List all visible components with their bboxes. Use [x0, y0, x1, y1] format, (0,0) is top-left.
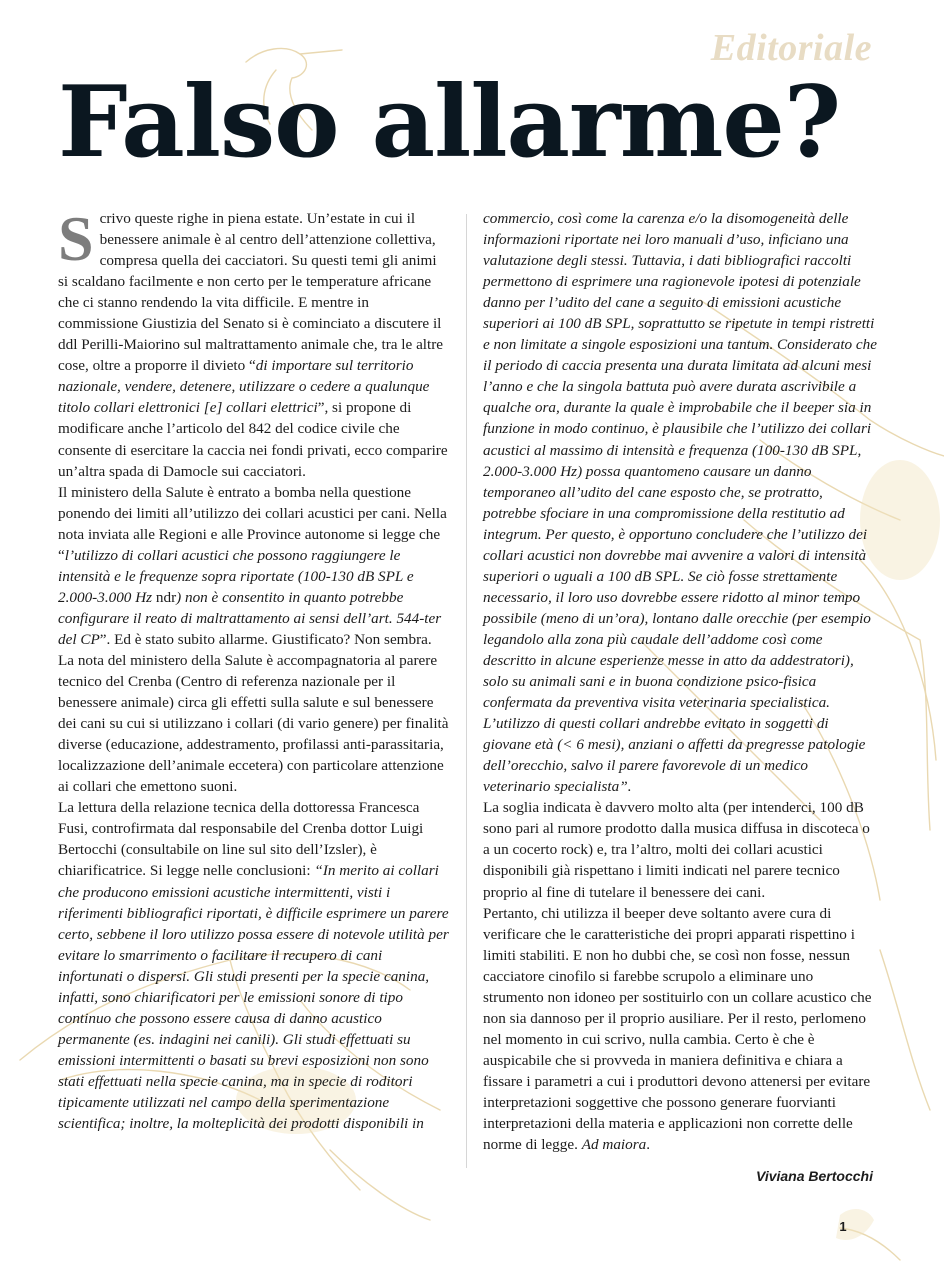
article-paragraph [483, 208, 877, 797]
body-text: La nota del ministero della Salute è accompagnatoria al parere tecnico del Crenba (Centro di referenza nazionale per il benessere animale) circa gli effetti sulla salute e sul benessere dei cani su cui si utilizzano i collari (di vario genere) per finalità diverse (educazione, addestramento, profilassi anti-parassitaria, localizzazione dell’animale eccetera) con particolare attenzione ai collari che emettono suoni. [58, 651, 449, 796]
quoted-text: “In merito ai collari che producono emissioni acustiche intermittenti, visti i riferimenti bibliografici riportati, è difficile esprimere un parere certo, sebbene il loro utilizzo possa essere di notevole utilità per evitare lo smarrimento o facilitare il recupero di cani infortunati o dispersi. Gli studi presenti per la specie canina, infatti, sono chiarificatori per le emissioni sonore di tipo continuo che possono essere causa di danno acustico permanente (es. indagini nei canili). Gli studi effettuati su emissioni intermittenti o basati su brevi esposizioni non sono stati effettuati nella specie canina, ma in specie di roditori tipicamente utilizzati nel campo della sperimentazione scientifica; inoltre, la molteplicità dei prodotti disponibili in [58, 862, 449, 1133]
article-paragraph [58, 797, 450, 1134]
body-text: Pertanto, chi utilizza il beeper deve soltanto avere cura di verificare che le caratteristiche dei propri apparati rispettino i limiti stabiliti. E non ho dubbi che, se così non fosse, nessun cacciatore cinofilo si farebbe scrupolo a eliminare uno strumento non idoneo per sostituirlo con un collare acustico che non sia dannoso per il proprio ausiliare. Per il resto, perlomeno nel momento in cui scrivo, nulla cambia. Certo è che è auspicabile che si provveda in maniera definitiva e chiara a fissare i parametri a cui i produttori devono attenersi per evitare interpretazioni soggettive che possono generare fuorvianti interpretazioni della materia e applicazioni non corrette delle norme di legge. [483, 904, 872, 1154]
quoted-text: ) non è consentito in quanto potrebbe configurare il reato di maltrattamento ai sensi dell’art. 544-ter del CP [58, 588, 442, 648]
quoted-text: commercio, così come la carenza e/o la disomogeneità delle informazioni riportate nei loro manuali d’uso, inficiano una valutazione degli stessi. Tuttavia, i dati bibliografici raccolti permettono di esprimere una ragionevole ipotesi di potenziale danno per l’udito del cane a seguito di emissioni acustiche superiori ai 100 dB SPL, soprattutto se ripetute in tempi ristretti e non limitate a singole esposizioni una tantum. Considerato che il periodo di caccia presenta una durata limitata ad alcuni mesi l’anno e che la singola battuta può avere durata ascrivibile a qualche ora, durante la quale è improbabile che il beeper sia in funzione in modo continuo, è plausibile che l’utilizzo dei collari acustici al massimo di intensità e frequenza (100-130 dB SPL, 2.000-3.000 Hz) possa quantomeno causare un danno temporaneo all’udito del cane esposto che, se protratto, potrebbe sfociare in una compromissione della restitutio ad integrum. Per questo, è opportuno concludere che l’utilizzo dei collari acustici non dovrebbe mai avvenire a valori di intensità superiori o uguali a 100 dB SPL. Se ciò fosse strettamente necessario, il loro uso dovrebbe essere ridotto al minor tempo possibile (meno di un’ora), lontano dalle orecchie (per esempio legandolo alla zona più caudale dell’addome così come descritto in alcune esperienze messe in atto da addestratori), solo su animali sani e in buona condizione psico-fisica confermata da preventiva visita veterinaria specialistica. L’utilizzo di questi collari andrebbe evitato in soggetti di giovane età (< 6 mesi), anziani o affetti da pregresse patologie dell’orecchio, salvo il parere favorevole di un medico veterinario specialista”. [483, 210, 878, 796]
column-divider [466, 214, 467, 1168]
article-paragraph [483, 797, 877, 902]
body-text: crivo queste righe in piena estate. Un’estate in cui il benessere animale è al centro dell’attenzione collettiva, compresa quella dei cacciatori. Su questi temi gli animi si scaldano facilmente e non certo per le temperature africane che ci stanno rendendo la vita difficile. E mentre in commissione Giustizia del Senato si è cominciato a discutere il ddl Perilli-Maiorino sul maltrattamento animale che, tra le altre cose, oltre a proporre il divieto “ [58, 210, 444, 375]
author-byline: Viviana Bertocchi [756, 1168, 873, 1184]
article-column-left [58, 203, 450, 1134]
drop-cap: S [58, 203, 94, 274]
quoted-text: l’utilizzo di collari acustici che possono raggiungere le intensità e le frequenze sopra riportate (100-130 dB SPL e 2.000-3.000 Hz [58, 546, 414, 606]
article-column-right [483, 208, 877, 1155]
article-paragraph [58, 482, 450, 650]
article-paragraph [58, 650, 450, 797]
article-paragraph [483, 903, 877, 1156]
body-text: La lettura della relazione tecnica della dottoressa Francesca Fusi, controfirmata dal responsabile del Crenba dottor Luigi Bertocchi (consultabile on line sul sito dell’Izsler), è chiarificatrice. Si legge nelle conclusioni: [58, 799, 424, 880]
body-text: La soglia indicata è davvero molto alta (per intenderci, 100 dB sono pari al rumore prodotto dalla musica diffusa in discoteca o a un cocerto rock) e, tra l’altro, molti dei collari acustici disponibili già rispettano i limiti indicati nel parere tecnico proprio al fine di tutelare il benessere dei cani. [483, 799, 870, 901]
quoted-text: Ad maiora [581, 1136, 647, 1154]
page-number: 1 [839, 1219, 847, 1234]
article-paragraph [58, 203, 450, 482]
body-text: ”, si propone di modificare anche l’articolo del 842 del codice civile che consente di esercitare la caccia nei fondi privati, ecco comparire un’altra spada di Damocle sui cacciatori. [58, 399, 448, 480]
body-text: Il ministero della Salute è entrato a bomba nella questione ponendo dei limiti all’utilizzo dei collari acustici per cani. Nella nota inviata alle Regioni e alle Province autonome si legge che “ [58, 483, 447, 564]
body-text: ndr [152, 588, 177, 606]
quoted-text: di importare sul territorio nazionale, vendere, detenere, utilizzare o cedere a qualunque titolo collari elettronici [e] collari elettrici [58, 357, 430, 417]
body-text: . [646, 1136, 651, 1154]
headline: Falso allarme? [58, 65, 841, 180]
body-text: ”. Ed è stato subito allarme. Giustificato? Non sembra. [99, 630, 432, 648]
section-label: Editoriale [710, 27, 872, 69]
